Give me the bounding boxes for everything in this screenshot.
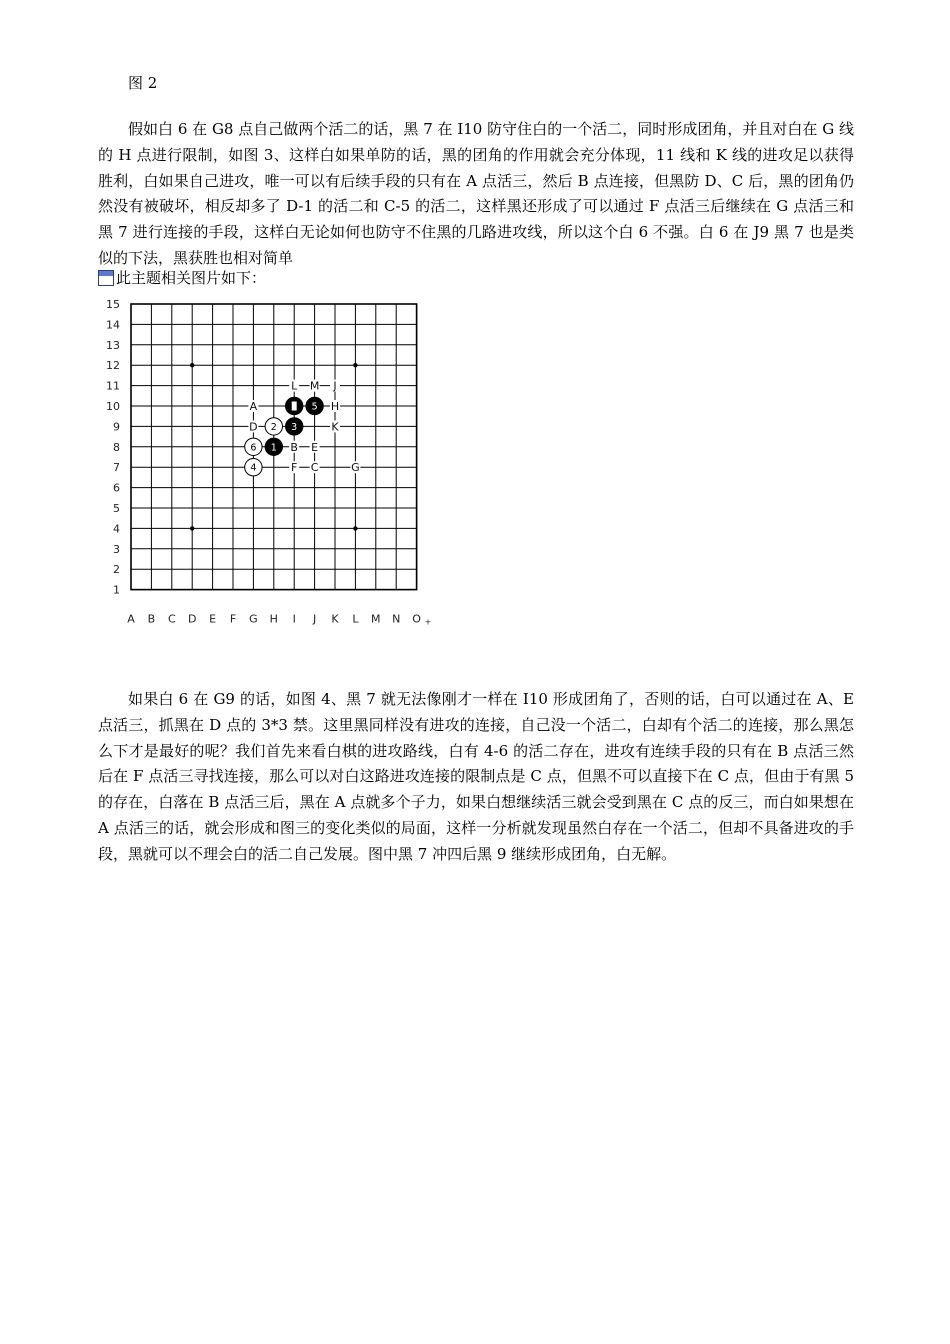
gomoku-board-figure — [96, 292, 436, 626]
col-label: L — [352, 612, 359, 626]
col-label: D — [187, 612, 197, 626]
paragraph-1: 假如白 6 在 G8 点自己做两个活二的话，黑 7 在 I10 防守住白的一个活二，同时形成团角，并且对白在 G 线的 H 点进行限制，如图 3、这样白如果单防的话，黑的团角的作用就会充分体现，11 线和 K 线的进攻足以获得胜利，白如果自己进攻，唯一可以有后续手段的只有在 A 点活三，然后 B 点连接，但黑防 D、C 后，黑的团角仍然没有被破坏，相反却多了 D-1 的活二和 C-5 的活二，这样黑还形成了可以通过 F 点活三后继续在 G 点活三和黑 7 进行连接的手段，这样白无论如何也防守不住黑的几路进攻线，所以这个白 6 不强。白 6 在 J9 黑 7 也是类似的下法，黑获胜也相对简单 — [98, 120, 854, 267]
col-label: H — [269, 612, 278, 626]
row-label: 6 — [113, 481, 120, 495]
board-marker: A — [249, 400, 258, 413]
stone-number: 5 — [311, 401, 318, 413]
row-label: 9 — [113, 420, 120, 434]
board-marker: B — [290, 440, 298, 454]
board-marker: H — [330, 400, 340, 413]
col-label: C — [167, 612, 176, 626]
col-label: K — [331, 612, 339, 626]
stone-number: 2 — [270, 421, 277, 433]
board-marker: F — [291, 461, 298, 475]
star-point — [190, 526, 194, 530]
bmp-file-icon[interactable]: BMP — [98, 270, 114, 286]
caption-text: 此主题相关图片如下： — [116, 269, 267, 287]
col-label: A — [127, 612, 135, 626]
star-point — [353, 526, 357, 530]
row-label: 7 — [113, 461, 120, 475]
board-marker: J — [333, 379, 337, 393]
col-label: N — [392, 612, 401, 626]
row-label: 3 — [113, 542, 120, 556]
row-label: 10 — [106, 400, 120, 413]
image-caption — [98, 268, 266, 288]
row-label: 2 — [113, 563, 120, 577]
row-label: 15 — [106, 298, 120, 311]
paragraph-2: 如果白 6 在 G9 的话，如图 4、黑 7 就无法像刚才一样在 I10 形成团角了，否则的话，白可以通过在 A、E 点活三，抓黑在 D 点的 3*3 禁。这里黑同样没有进攻的连接，自己没一个活二，白却有个活二的连接，那么黑怎么下才是最好的呢？我们首先来看白棋的进攻路线，白有 4-6 的活二存在，进攻有连续手段的只有在 B 点活三然后在 F 点活三寻找连接，那么可以对白这路进攻连接的限制点是 C 点，但黑不可以直接下在 C 点，但由于有黑 5 的存在，白落在 B 点活三后，黑在 A 点就多个子力，如果白想继续活三就会受到黑在 C 点的反三，而白如果想在 A 点活三的话，就会形成和图三的变化类似的局面，这样一分析就发现虽然白存在一个活二，但却不具备进攻的手段，黑就可以不理会白的活二自己发展。图中黑 7 冲四后黑 9 继续形成团角，白无解。 — [98, 690, 854, 863]
star-point — [353, 363, 357, 367]
board-marker: C — [310, 461, 319, 475]
row-label: 1 — [113, 583, 120, 597]
col-label: J — [312, 612, 317, 626]
row-label: 11 — [106, 379, 120, 393]
board-marker: G — [351, 461, 360, 475]
col-label: B — [147, 612, 156, 626]
row-label: 8 — [113, 440, 120, 454]
row-label: 12 — [106, 359, 120, 373]
stone-number: 3 — [291, 421, 298, 433]
board-marker: K — [331, 420, 339, 434]
col-label: M — [371, 612, 381, 626]
col-label: O — [412, 612, 421, 626]
row-label: 13 — [106, 338, 120, 352]
col-label: F — [229, 612, 237, 626]
gomoku-board — [96, 292, 436, 627]
last-move-mark — [292, 402, 297, 411]
col-label: I — [292, 612, 296, 626]
col-label: G — [249, 612, 258, 626]
stone-number: 4 — [250, 462, 257, 474]
stone-number: 1 — [270, 442, 277, 454]
col-label-suffix: + — [424, 617, 432, 627]
star-point — [190, 363, 194, 367]
col-label: E — [209, 612, 217, 626]
board-marker: E — [311, 440, 319, 454]
stone-number: 6 — [250, 442, 257, 454]
row-label: 4 — [113, 522, 120, 536]
row-label: 14 — [106, 318, 120, 332]
row-label: 5 — [113, 502, 120, 515]
board-marker: M — [309, 379, 320, 393]
board-marker: L — [291, 379, 298, 393]
figure-label: 图 2 — [128, 74, 158, 92]
board-marker: D — [249, 420, 258, 434]
